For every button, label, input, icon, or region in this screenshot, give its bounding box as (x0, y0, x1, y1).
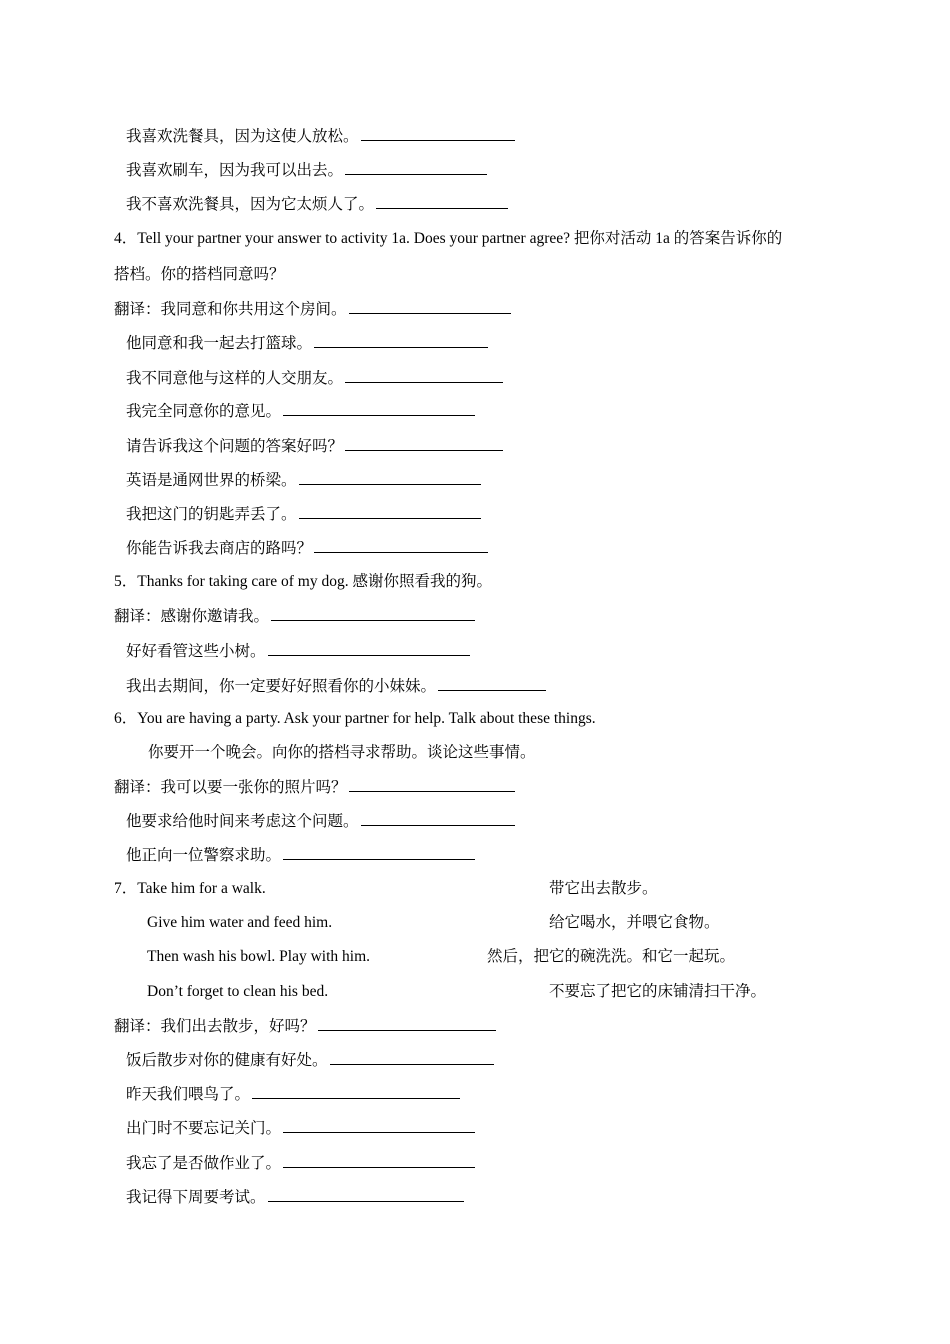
exercise-line (126, 470, 481, 491)
exercise-line (126, 1084, 460, 1105)
answer-blank[interactable] (268, 1187, 464, 1202)
phrase-chinese: 带它出去散步。 (549, 880, 658, 897)
answer-blank[interactable] (330, 1050, 494, 1065)
exercise-line (126, 401, 475, 422)
prompt-text: 我们出去散步，好吗？ (160, 1018, 316, 1035)
answer-blank[interactable] (349, 777, 515, 792)
phrase-chinese: 给它喝水，并喂它食物。 (549, 914, 720, 931)
exercise-line (126, 194, 508, 215)
question-heading: 5．Thanks for taking care of my dog. 感谢你照看我的狗。 (114, 573, 492, 590)
answer-blank[interactable] (271, 606, 475, 621)
answer-blank[interactable] (283, 1118, 475, 1133)
exercise-line (114, 606, 475, 627)
answer-blank[interactable] (361, 811, 515, 826)
question-heading: 6．You are having a party. Ask your partner for help. Talk about these things. (114, 710, 596, 727)
translate-label: 翻译： (114, 301, 161, 318)
prompt-text: 我喜欢刷车，因为我可以出去。 (126, 162, 344, 179)
exercise-line (114, 777, 515, 798)
exercise-line (126, 538, 488, 559)
answer-blank[interactable] (314, 538, 488, 553)
exercise-line (114, 1016, 496, 1037)
exercise-line (114, 299, 511, 320)
prompt-text: 我不同意他与这样的人交朋友。 (126, 370, 344, 387)
prompt-text: 他正向一位警察求助。 (126, 847, 282, 864)
answer-blank[interactable] (349, 299, 511, 314)
answer-blank[interactable] (438, 676, 546, 691)
prompt-text: 我忘了是否做作业了。 (126, 1155, 282, 1172)
answer-blank[interactable] (299, 504, 481, 519)
prompt-text: 我把这门的钥匙弄丢了。 (126, 506, 297, 523)
exercise-line (126, 1187, 464, 1208)
question-heading: 4．Tell your partner your answer to activity 1a. Does your partner agree? 把你对活动 1a 的答案告诉你的 (114, 230, 783, 247)
prompt-text: 好好看管这些小树。 (126, 643, 266, 660)
phrase-chinese: 不要忘了把它的床铺清扫干净。 (549, 983, 767, 1000)
answer-blank[interactable] (299, 470, 481, 485)
answer-blank[interactable] (345, 160, 487, 175)
translate-label: 翻译： (114, 608, 161, 625)
answer-blank[interactable] (283, 845, 475, 860)
exercise-line (126, 1118, 475, 1139)
exercise-line (126, 845, 475, 866)
prompt-text: 我同意和你共用这个房间。 (160, 301, 347, 318)
exercise-line (126, 160, 487, 181)
exercise-line (126, 1050, 494, 1071)
prompt-text: 英语是通网世界的桥梁。 (126, 472, 297, 489)
question-heading-cont: 搭档。你的搭档同意吗？ (114, 266, 285, 283)
prompt-text: 出门时不要忘记关门。 (126, 1120, 282, 1137)
answer-blank[interactable] (345, 368, 503, 383)
prompt-text: 他要求给他时间来考虑这个问题。 (126, 813, 359, 830)
answer-blank[interactable] (376, 194, 508, 209)
answer-blank[interactable] (252, 1084, 460, 1099)
prompt-text: 昨天我们喂鸟了。 (126, 1086, 251, 1103)
exercise-line (126, 368, 503, 389)
prompt-text: 你能告诉我去商店的路吗？ (126, 540, 313, 557)
prompt-text: 我记得下周要考试。 (126, 1189, 266, 1206)
prompt-text: 我喜欢洗餐具，因为这使人放松。 (126, 128, 359, 145)
exercise-line (126, 126, 515, 147)
phrase-english: Give him water and feed him. (147, 914, 333, 931)
prompt-text: 他同意和我一起去打篮球。 (126, 335, 313, 352)
exercise-line (126, 641, 470, 662)
exercise-line (126, 1153, 475, 1174)
answer-blank[interactable] (345, 436, 503, 451)
translate-label: 翻译： (114, 779, 161, 796)
prompt-text: 感谢你邀请我。 (160, 608, 270, 625)
answer-blank[interactable] (268, 641, 470, 656)
question-heading-cont: 你要开一个晚会。向你的搭档寻求帮助。谈论这些事情。 (148, 744, 536, 761)
exercise-line (126, 504, 481, 525)
answer-blank[interactable] (283, 1153, 475, 1168)
answer-blank[interactable] (318, 1016, 496, 1031)
exercise-line (126, 811, 515, 832)
prompt-text: 请告诉我这个问题的答案好吗？ (126, 438, 344, 455)
prompt-text: 我完全同意你的意见。 (126, 403, 282, 420)
answer-blank[interactable] (283, 401, 475, 416)
phrase-english: Then wash his bowl. Play with him. (147, 948, 371, 965)
phrase-chinese: 然后，把它的碗洗洗。和它一起玩。 (487, 948, 736, 965)
answer-blank[interactable] (361, 126, 515, 141)
phrase-english: Don’t forget to clean his bed. (147, 983, 329, 1000)
prompt-text: 我不喜欢洗餐具，因为它太烦人了。 (126, 196, 375, 213)
exercise-line (126, 436, 503, 457)
prompt-text: 我可以要一张你的照片吗？ (160, 779, 347, 796)
answer-blank[interactable] (314, 333, 488, 348)
prompt-text: 饭后散步对你的健康有好处。 (126, 1052, 328, 1069)
exercise-line (126, 676, 546, 697)
exercise-line (126, 333, 488, 354)
translate-label: 翻译： (114, 1018, 161, 1035)
phrase-english: 7．Take him for a walk. (114, 880, 266, 897)
prompt-text: 我出去期间，你一定要好好照看你的小妹妹。 (126, 678, 437, 695)
